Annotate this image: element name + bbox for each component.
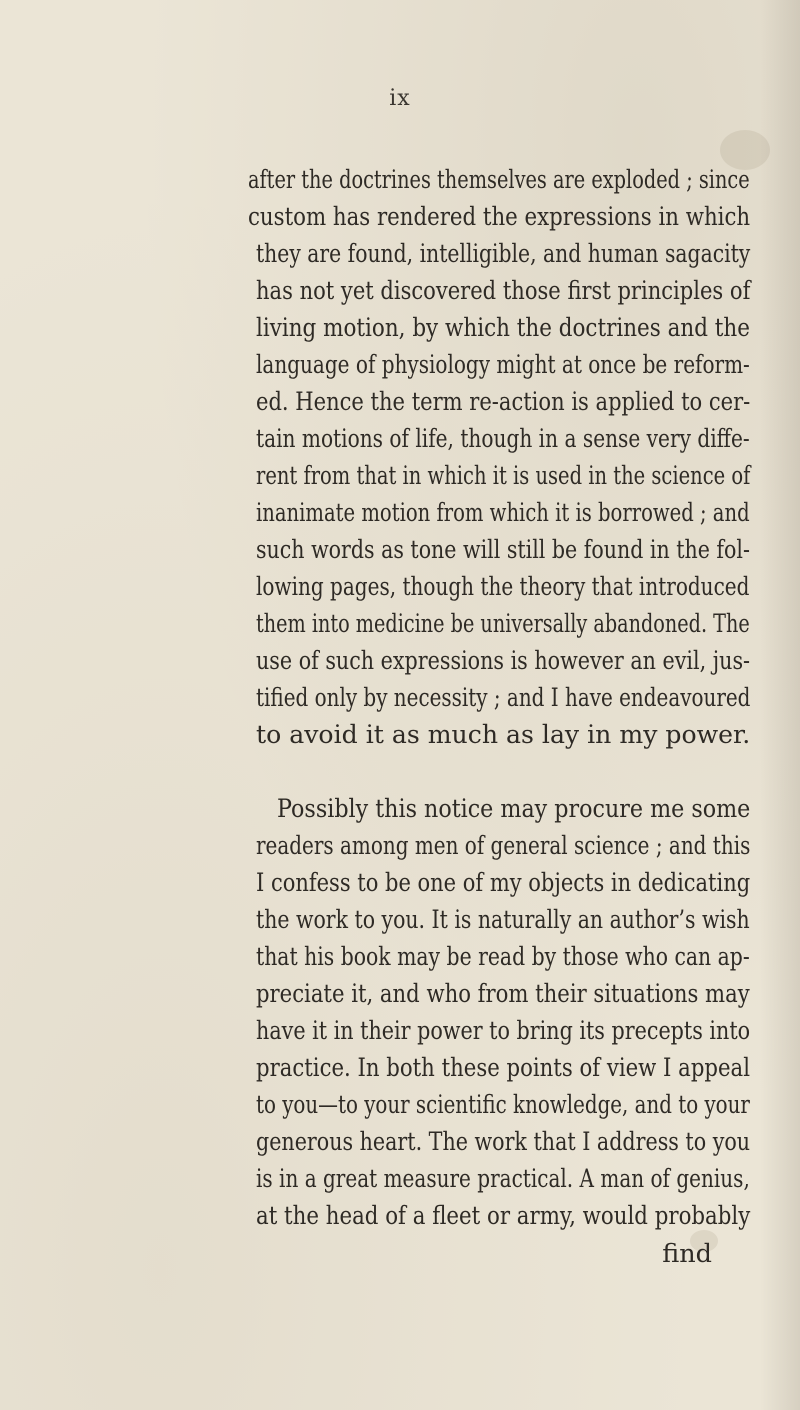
catchword: find [662, 1239, 712, 1269]
text-line: to avoid it as much as lay in my power. [256, 720, 751, 750]
text-line: readers among men of general science ; and this [256, 831, 751, 861]
text-line: lowing pages, though the theory that introduced [256, 572, 750, 602]
text-line: generous heart. The work that I address to you [256, 1127, 751, 1157]
text-line: tain motions of life, though in a sense very diffe- [256, 424, 750, 454]
text-line: language of physiology might at once be reform- [256, 350, 750, 380]
text-line: has not yet discovered those first principles of [256, 276, 751, 306]
text-line: Possibly this notice may procure me some [277, 794, 751, 824]
text-line: have it in their power to bring its precepts into [256, 1016, 751, 1046]
text-line: living motion, by which the doctrines and the [256, 313, 750, 343]
text-line: use of such expressions is however an evil, jus- [256, 646, 751, 676]
text-line: at the head of a fleet or army, would probably [256, 1201, 751, 1231]
text-line: after the doctrines themselves are exploded ; since [248, 165, 750, 195]
text-line: ed. Hence the term re-action is applied to cer- [256, 387, 751, 417]
text-line: preciate it, and who from their situations may [256, 979, 750, 1009]
text-line: I confess to be one of my objects in dedicating [256, 868, 751, 898]
text-line: practice. In both these points of view I appeal [256, 1053, 750, 1083]
text-line: they are found, intelligible, and human sagacity [256, 239, 751, 269]
text-line: rent from that in which it is used in the science of [256, 461, 751, 491]
text-line: inanimate motion from which it is borrowed ; and [256, 498, 750, 528]
text-line: such words as tone will still be found in the fol- [256, 535, 750, 565]
text-line: tified only by necessity ; and I have endeavoured [256, 683, 751, 713]
text-line: custom has rendered the expressions in which [248, 202, 751, 232]
text-line: the work to you. It is naturally an author’s wish [256, 905, 750, 935]
text-line: to you—to your scientific knowledge, and to your [256, 1090, 750, 1120]
text-line: is in a great measure practical. A man of genius, [256, 1164, 750, 1194]
page-number: ix [389, 86, 411, 111]
text-line: that his book may be read by those who can ap- [256, 942, 750, 972]
page-edge-shadow [760, 0, 800, 1410]
text-line: them into medicine be universally abandoned. The [256, 609, 750, 639]
